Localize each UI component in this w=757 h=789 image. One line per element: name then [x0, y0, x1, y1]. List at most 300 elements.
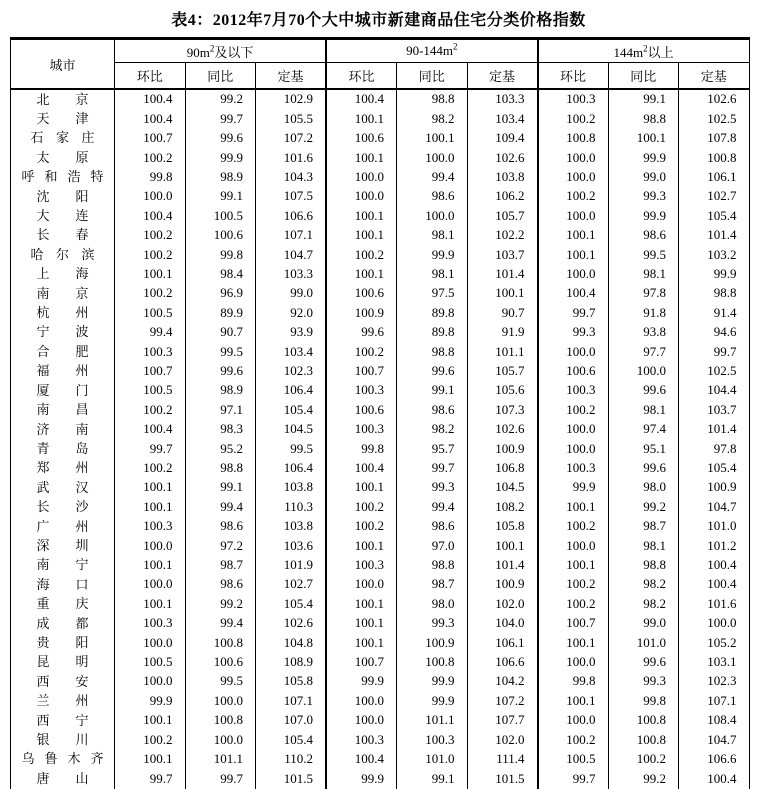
- cell-value: 98.2: [397, 109, 468, 128]
- cell-value: 105.4: [256, 401, 327, 420]
- cell-value: 100.6: [538, 362, 609, 381]
- cell-value: 100.2: [115, 148, 186, 167]
- cell-value: 108.4: [679, 711, 750, 730]
- table-row: [11, 556, 750, 575]
- cell-value: 99.8: [608, 692, 679, 711]
- cell-value: 91.9: [467, 323, 538, 342]
- cell-value: 98.8: [397, 342, 468, 361]
- cell-value: 98.6: [397, 187, 468, 206]
- cell-value: 95.2: [185, 439, 256, 458]
- cell-value: 99.9: [185, 148, 256, 167]
- city-label: 重庆: [36, 596, 89, 612]
- cell-value: 99.4: [185, 614, 256, 633]
- city-label: 武汉: [36, 479, 89, 495]
- cell-value: 99.8: [326, 439, 397, 458]
- city-label: 深圳: [36, 537, 89, 553]
- cell-value: 100.0: [115, 536, 186, 555]
- table-row: [11, 284, 750, 303]
- cell-value: 98.6: [608, 226, 679, 245]
- cell-value: 101.9: [256, 556, 327, 575]
- cell-value: 102.0: [467, 595, 538, 614]
- cell-value: 99.1: [397, 381, 468, 400]
- table-row: [11, 517, 750, 536]
- table-row: [11, 536, 750, 555]
- cell-value: 99.9: [115, 692, 186, 711]
- cell-value: 100.4: [115, 109, 186, 128]
- cell-value: 106.6: [467, 653, 538, 672]
- cell-value: 99.0: [608, 614, 679, 633]
- cell-value: 100.2: [115, 284, 186, 303]
- cell-value: 110.3: [256, 498, 327, 517]
- table-row: [11, 653, 750, 672]
- cell-value: 100.5: [115, 303, 186, 322]
- cell-value: 106.1: [467, 633, 538, 652]
- cell-value: 99.6: [326, 323, 397, 342]
- cell-value: 99.8: [538, 672, 609, 691]
- cell-value: 100.3: [397, 730, 468, 749]
- cell-value: 99.7: [115, 439, 186, 458]
- cell-value: 99.9: [326, 672, 397, 691]
- city-label: 成都: [36, 615, 89, 631]
- cell-value: 100.1: [467, 536, 538, 555]
- city-label: 贵阳: [36, 634, 89, 650]
- city-cell: [11, 342, 115, 361]
- cell-value: 109.4: [467, 129, 538, 148]
- cell-value: 100.1: [538, 556, 609, 575]
- city-label: 天津: [36, 111, 89, 127]
- cell-value: 104.0: [467, 614, 538, 633]
- city-label: 大连: [36, 208, 89, 224]
- cell-value: 100.0: [538, 342, 609, 361]
- cell-value: 103.8: [256, 517, 327, 536]
- cell-value: 100.1: [115, 498, 186, 517]
- cell-value: 99.2: [185, 89, 256, 109]
- cell-value: 102.7: [256, 575, 327, 594]
- cell-value: 98.1: [608, 265, 679, 284]
- cell-value: 100.8: [538, 129, 609, 148]
- city-label: 广州: [36, 518, 89, 534]
- cell-value: 97.1: [185, 401, 256, 420]
- cell-value: 101.0: [397, 750, 468, 769]
- cell-value: 99.5: [185, 672, 256, 691]
- table-title: 表4：2012年7月70个大中城市新建商品住宅分类价格指数: [171, 12, 586, 29]
- cell-value: 105.7: [467, 362, 538, 381]
- cell-value: 100.9: [326, 303, 397, 322]
- cell-value: 102.6: [467, 148, 538, 167]
- cell-value: 99.3: [538, 323, 609, 342]
- cell-value: 100.1: [538, 692, 609, 711]
- city-label: 哈尔滨: [30, 246, 95, 262]
- table-row: [11, 498, 750, 517]
- cell-value: 106.6: [679, 750, 750, 769]
- sub-header-mom: 环比: [538, 63, 609, 90]
- cell-value: 100.0: [538, 148, 609, 167]
- cell-value: 100.2: [538, 595, 609, 614]
- cell-value: 99.3: [397, 478, 468, 497]
- cell-value: 100.8: [608, 730, 679, 749]
- table-row: [11, 730, 750, 749]
- cell-value: 98.8: [185, 459, 256, 478]
- cell-value: 99.7: [185, 769, 256, 788]
- cell-value: 100.1: [326, 148, 397, 167]
- cell-value: 99.6: [608, 381, 679, 400]
- superscript: 2: [643, 43, 648, 54]
- city-cell: [11, 653, 115, 672]
- cell-value: 98.8: [397, 556, 468, 575]
- cell-value: 99.6: [185, 129, 256, 148]
- cell-value: 103.7: [467, 245, 538, 264]
- table-row: [11, 168, 750, 187]
- cell-value: 108.9: [256, 653, 327, 672]
- cell-value: 100.3: [538, 459, 609, 478]
- city-cell: [11, 187, 115, 206]
- cell-value: 104.4: [679, 381, 750, 400]
- city-cell: [11, 303, 115, 322]
- cell-value: 100.6: [185, 226, 256, 245]
- cell-value: 100.2: [326, 342, 397, 361]
- city-label: 唐山: [36, 770, 89, 786]
- table-row: [11, 750, 750, 769]
- cell-value: 100.7: [326, 362, 397, 381]
- cell-value: 111.4: [467, 750, 538, 769]
- city-cell: [11, 459, 115, 478]
- cell-value: 99.7: [185, 109, 256, 128]
- cell-value: 100.3: [115, 517, 186, 536]
- cell-value: 100.1: [397, 129, 468, 148]
- cell-value: 98.2: [397, 420, 468, 439]
- cell-value: 102.0: [467, 730, 538, 749]
- sub-header-base: 定基: [467, 63, 538, 90]
- table-row: [11, 439, 750, 458]
- cell-value: 100.4: [538, 284, 609, 303]
- sub-header-row: [11, 63, 750, 90]
- cell-value: 110.2: [256, 750, 327, 769]
- cell-value: 98.2: [608, 575, 679, 594]
- cell-value: 100.0: [538, 439, 609, 458]
- cell-value: 100.1: [115, 265, 186, 284]
- cell-value: 99.9: [608, 206, 679, 225]
- cell-value: 97.2: [185, 536, 256, 555]
- table-row: [11, 672, 750, 691]
- cell-value: 100.1: [326, 206, 397, 225]
- cell-value: 101.4: [679, 420, 750, 439]
- cell-value: 98.9: [185, 381, 256, 400]
- city-label: 青岛: [36, 440, 89, 456]
- cell-value: 107.2: [467, 692, 538, 711]
- cell-value: 100.2: [115, 730, 186, 749]
- cell-value: 100.1: [326, 633, 397, 652]
- cell-value: 100.1: [608, 129, 679, 148]
- city-cell: [11, 614, 115, 633]
- cell-value: 100.2: [115, 226, 186, 245]
- table-row: [11, 89, 750, 109]
- cell-value: 107.7: [467, 711, 538, 730]
- cell-value: 99.7: [115, 769, 186, 788]
- cell-value: 91.4: [679, 303, 750, 322]
- city-cell: [11, 478, 115, 497]
- city-cell: [11, 692, 115, 711]
- cell-value: 102.3: [256, 362, 327, 381]
- cell-value: 98.6: [397, 517, 468, 536]
- city-cell: [11, 420, 115, 439]
- cell-value: 100.0: [185, 730, 256, 749]
- city-label: 西宁: [36, 712, 89, 728]
- cell-value: 107.8: [679, 129, 750, 148]
- cell-value: 99.8: [185, 245, 256, 264]
- cell-value: 100.5: [115, 381, 186, 400]
- cell-value: 101.5: [467, 769, 538, 788]
- cell-value: 100.0: [538, 653, 609, 672]
- cell-value: 104.7: [256, 245, 327, 264]
- group-header-144-above: $144m^2$以上: [538, 39, 750, 63]
- cell-value: 101.0: [679, 517, 750, 536]
- sub-header-yoy: 同比: [397, 63, 468, 90]
- cell-value: 100.0: [115, 672, 186, 691]
- table-row: [11, 401, 750, 420]
- cell-value: 103.2: [679, 245, 750, 264]
- cell-value: 98.2: [608, 595, 679, 614]
- cell-value: 100.7: [538, 614, 609, 633]
- cell-value: 98.4: [185, 265, 256, 284]
- cell-value: 99.2: [185, 595, 256, 614]
- city-cell: [11, 595, 115, 614]
- sub-header-yoy: 同比: [185, 63, 256, 90]
- cell-value: 100.8: [185, 711, 256, 730]
- table-row: [11, 342, 750, 361]
- cell-value: 100.8: [397, 653, 468, 672]
- cell-value: 100.0: [326, 575, 397, 594]
- cell-value: 100.4: [679, 575, 750, 594]
- cell-value: 100.2: [326, 245, 397, 264]
- city-cell: [11, 730, 115, 749]
- cell-value: 100.6: [185, 653, 256, 672]
- city-cell: [11, 109, 115, 128]
- cell-value: 105.7: [467, 206, 538, 225]
- cell-value: 98.1: [608, 401, 679, 420]
- cell-value: 90.7: [467, 303, 538, 322]
- cell-value: 99.1: [608, 89, 679, 109]
- superscript: 2: [209, 43, 215, 54]
- cell-value: 98.8: [679, 284, 750, 303]
- city-label: 银川: [36, 732, 89, 748]
- table-row: [11, 129, 750, 148]
- city-cell: [11, 323, 115, 342]
- cell-value: 100.1: [538, 498, 609, 517]
- cell-value: 100.3: [326, 730, 397, 749]
- cell-value: 96.9: [185, 284, 256, 303]
- cell-value: 100.0: [326, 692, 397, 711]
- cell-value: 106.6: [256, 206, 327, 225]
- cell-value: 99.4: [115, 323, 186, 342]
- cell-value: 104.3: [256, 168, 327, 187]
- cell-value: 93.8: [608, 323, 679, 342]
- cell-value: 101.4: [467, 265, 538, 284]
- cell-value: 100.2: [538, 575, 609, 594]
- cell-value: 101.4: [679, 226, 750, 245]
- cell-value: 99.9: [538, 478, 609, 497]
- cell-value: 100.1: [326, 614, 397, 633]
- cell-value: 102.3: [679, 672, 750, 691]
- cell-value: 97.8: [608, 284, 679, 303]
- cell-value: 99.4: [397, 498, 468, 517]
- table-row: [11, 692, 750, 711]
- cell-value: 89.8: [397, 323, 468, 342]
- cell-value: 99.2: [608, 769, 679, 788]
- cell-value: 99.9: [397, 692, 468, 711]
- city-label: 海口: [36, 576, 89, 592]
- cell-value: 100.3: [115, 342, 186, 361]
- cell-value: 95.1: [608, 439, 679, 458]
- cell-value: 97.8: [679, 439, 750, 458]
- cell-value: 100.9: [467, 575, 538, 594]
- cell-value: 99.4: [397, 168, 468, 187]
- cell-value: 100.4: [326, 459, 397, 478]
- group-header-row: [11, 39, 750, 63]
- city-cell: [11, 556, 115, 575]
- cell-value: 99.4: [185, 498, 256, 517]
- cell-value: 100.1: [326, 595, 397, 614]
- cell-value: 99.0: [608, 168, 679, 187]
- table-row: [11, 575, 750, 594]
- cell-value: 104.2: [467, 672, 538, 691]
- cell-value: 100.0: [326, 187, 397, 206]
- city-cell: [11, 711, 115, 730]
- table-row: [11, 420, 750, 439]
- cell-value: 105.5: [256, 109, 327, 128]
- cell-value: 107.1: [256, 692, 327, 711]
- cell-value: 100.1: [115, 750, 186, 769]
- city-cell: [11, 517, 115, 536]
- sub-header-yoy: 同比: [608, 63, 679, 90]
- cell-value: 103.4: [256, 342, 327, 361]
- cell-value: 95.7: [397, 439, 468, 458]
- cell-value: 100.0: [326, 168, 397, 187]
- cell-value: 103.3: [256, 265, 327, 284]
- cell-value: 100.6: [326, 129, 397, 148]
- cell-value: 102.5: [679, 109, 750, 128]
- cell-value: 100.3: [538, 381, 609, 400]
- city-label: 福州: [36, 363, 89, 379]
- table-row: [11, 323, 750, 342]
- city-label: 长沙: [36, 499, 89, 515]
- cell-value: 105.4: [679, 206, 750, 225]
- cell-value: 100.5: [115, 653, 186, 672]
- cell-value: 89.9: [185, 303, 256, 322]
- cell-value: 99.6: [608, 653, 679, 672]
- table-row: [11, 769, 750, 788]
- cell-value: 100.1: [115, 556, 186, 575]
- cell-value: 101.6: [679, 595, 750, 614]
- cell-value: 100.9: [467, 439, 538, 458]
- cell-value: 102.7: [679, 187, 750, 206]
- city-label: 呼和浩特: [21, 169, 104, 185]
- cell-value: 100.2: [538, 109, 609, 128]
- cell-value: 100.0: [397, 148, 468, 167]
- cell-value: 100.4: [115, 206, 186, 225]
- cell-value: 99.0: [256, 284, 327, 303]
- cell-value: 100.3: [115, 614, 186, 633]
- cell-value: 102.6: [679, 89, 750, 109]
- table-row: [11, 478, 750, 497]
- city-cell: [11, 148, 115, 167]
- table-row: [11, 245, 750, 264]
- sub-header-mom: 环比: [326, 63, 397, 90]
- cell-value: 100.0: [185, 692, 256, 711]
- cell-value: 98.3: [185, 420, 256, 439]
- city-cell: [11, 498, 115, 517]
- cell-value: 106.1: [679, 168, 750, 187]
- cell-value: 104.5: [256, 420, 327, 439]
- cell-value: 98.7: [608, 517, 679, 536]
- cell-value: 99.9: [679, 265, 750, 284]
- city-cell: [11, 89, 115, 109]
- cell-value: 90.7: [185, 323, 256, 342]
- city-cell: [11, 226, 115, 245]
- table-row: [11, 109, 750, 128]
- cell-value: 100.7: [326, 653, 397, 672]
- cell-value: 100.2: [538, 187, 609, 206]
- table-header: [11, 39, 750, 90]
- cell-value: 106.2: [467, 187, 538, 206]
- cell-value: 100.4: [326, 89, 397, 109]
- cell-value: 99.1: [185, 187, 256, 206]
- cell-value: 100.7: [115, 362, 186, 381]
- cell-value: 97.4: [608, 420, 679, 439]
- cell-value: 100.3: [326, 556, 397, 575]
- cell-value: 99.7: [679, 342, 750, 361]
- table-row: [11, 711, 750, 730]
- city-label: 兰州: [36, 693, 89, 709]
- cell-value: 100.1: [538, 245, 609, 264]
- cell-value: 98.0: [397, 595, 468, 614]
- cell-value: 100.0: [326, 711, 397, 730]
- sub-header-mom: 环比: [115, 63, 186, 90]
- cell-value: 98.1: [397, 265, 468, 284]
- cell-value: 100.3: [538, 89, 609, 109]
- city-label: 南昌: [36, 402, 89, 418]
- cell-value: 108.2: [467, 498, 538, 517]
- cell-value: 99.9: [608, 148, 679, 167]
- cell-value: 103.7: [679, 401, 750, 420]
- city-cell: [11, 401, 115, 420]
- cell-value: 99.6: [397, 362, 468, 381]
- cell-value: 98.6: [397, 401, 468, 420]
- city-label: 济南: [36, 421, 89, 437]
- cell-value: 100.1: [115, 711, 186, 730]
- cell-value: 100.1: [326, 536, 397, 555]
- cell-value: 103.6: [256, 536, 327, 555]
- cell-value: 99.6: [608, 459, 679, 478]
- sub-header-base: 定基: [256, 63, 327, 90]
- cell-value: 100.2: [538, 401, 609, 420]
- cell-value: 103.8: [256, 478, 327, 497]
- city-cell: [11, 536, 115, 555]
- cell-value: 99.9: [397, 672, 468, 691]
- cell-value: 107.1: [256, 226, 327, 245]
- city-cell: [11, 245, 115, 264]
- cell-value: 94.6: [679, 323, 750, 342]
- cell-value: 100.4: [679, 769, 750, 788]
- sub-header-base: 定基: [679, 63, 750, 90]
- cell-value: 101.1: [467, 342, 538, 361]
- cell-value: 104.8: [256, 633, 327, 652]
- cell-value: 100.1: [326, 109, 397, 128]
- cell-value: 101.6: [256, 148, 327, 167]
- cell-value: 99.2: [608, 498, 679, 517]
- cell-value: 103.4: [467, 109, 538, 128]
- cell-value: 99.7: [538, 769, 609, 788]
- cell-value: 100.1: [538, 226, 609, 245]
